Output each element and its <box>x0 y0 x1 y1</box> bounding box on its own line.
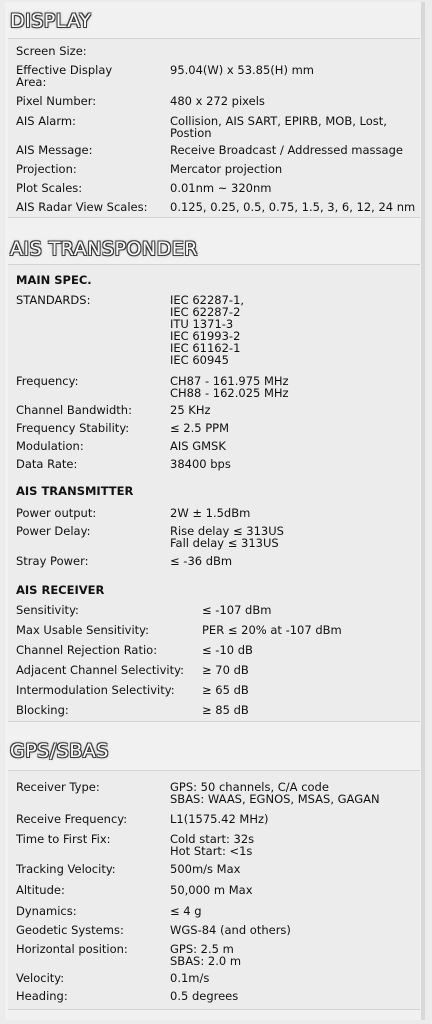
spec-label: Plot Scales: <box>16 181 83 195</box>
spec-value: IEC 62287-1, <box>170 293 245 307</box>
spec-value: 500m/s Max <box>170 862 241 876</box>
gps-section-title: GPS/SBAS <box>10 740 109 762</box>
display-section-title: DISPLAY <box>10 10 92 32</box>
spec-value: IEC 60945 <box>170 353 229 367</box>
spec-value: 480 x 272 pixels <box>170 94 265 108</box>
spec-value: 38400 bps <box>170 457 231 471</box>
spec-value: ≤ 4 g <box>170 904 202 918</box>
gps-card <box>8 770 420 1010</box>
spec-label: Area: <box>16 75 47 89</box>
spec-value: 2W ± 1.5dBm <box>170 506 251 520</box>
spec-label: Frequency: <box>16 374 79 388</box>
spec-value: 0.01nm ~ 320nm <box>170 181 272 195</box>
spec-label: Receiver Type: <box>16 780 100 794</box>
spec-label: AIS Radar View Scales: <box>16 200 148 214</box>
spec-label: Intermodulation Selectivity: <box>16 683 175 697</box>
ais-card <box>8 264 420 722</box>
spec-label: Channel Rejection Ratio: <box>16 643 158 657</box>
ais-section-title: AIS TRANSPONDER <box>10 238 198 260</box>
spec-value: WGS-84 (and others) <box>170 923 291 937</box>
spec-label: Heading: <box>16 989 68 1003</box>
spec-value: CH88 - 162.025 MHz <box>170 386 289 400</box>
spec-value: ≤ -10 dB <box>202 643 253 657</box>
spec-label: Projection: <box>16 162 77 176</box>
spec-value: 95.04(W) x 53.85(H) mm <box>170 63 314 77</box>
spec-label: Modulation: <box>16 439 84 453</box>
spec-value: GPS: 2.5 m <box>170 942 234 956</box>
spec-label: Velocity: <box>16 971 65 985</box>
spec-value: SBAS: 2.0 m <box>170 954 242 968</box>
spec-value: Collision, AIS SART, EPIRB, MOB, Lost, <box>170 114 387 128</box>
spec-value: ≥ 85 dB <box>202 703 249 717</box>
spec-label: Horizontal position: <box>16 942 128 956</box>
spec-label: Channel Bandwidth: <box>16 403 132 417</box>
spec-label: Blocking: <box>16 703 69 717</box>
spec-label: Pixel Number: <box>16 94 97 108</box>
spec-label: Tracking Velocity: <box>16 862 116 876</box>
spec-value: AIS GMSK <box>170 439 226 453</box>
spec-value: CH87 - 161.975 MHz <box>170 374 289 388</box>
spec-value: ≥ 70 dB <box>202 663 249 677</box>
spec-value: Cold start: 32s <box>170 832 255 846</box>
spec-label: Geodetic Systems: <box>16 923 124 937</box>
spec-label: Max Usable Sensitivity: <box>16 623 150 637</box>
spec-value: Hot Start: <1s <box>170 844 253 858</box>
spec-value: PER ≤ 20% at -107 dBm <box>202 623 342 637</box>
spec-label: Altitude: <box>16 883 65 897</box>
spec-label: Receive Frequency: <box>16 812 128 826</box>
spec-value: Mercator projection <box>170 162 283 176</box>
spec-label: AIS Alarm: <box>16 114 76 128</box>
spec-value: Postion <box>170 126 212 140</box>
spec-value: 0.125, 0.25, 0.5, 0.75, 1.5, 3, 6, 12, 24 nm <box>170 200 416 214</box>
spec-value: Receive Broadcast / Addressed massage <box>170 143 403 157</box>
spec-value: IEC 61162-1 <box>170 341 241 355</box>
spec-value: ≤ -36 dBm <box>170 554 233 568</box>
spec-label: AIS Message: <box>16 143 93 157</box>
spec-label: Frequency Stability: <box>16 421 130 435</box>
spec-value: 50,000 m Max <box>170 883 253 897</box>
spec-value: 0.5 degrees <box>170 989 239 1003</box>
display-card <box>8 38 420 218</box>
spec-value: 0.1m/s <box>170 971 210 985</box>
spec-label: Power Delay: <box>16 524 91 538</box>
spec-value: Fall delay ≤ 313US <box>170 536 279 550</box>
spec-label: Stray Power: <box>16 554 89 568</box>
spec-value: IEC 61993-2 <box>170 329 241 343</box>
spec-value: ≤ -107 dBm <box>202 603 272 617</box>
spec-label: Time to First Fix: <box>16 832 111 846</box>
main-spec-heading: MAIN SPEC. <box>16 273 92 287</box>
spec-value: GPS: 50 channels, C/A code <box>170 780 329 794</box>
spec-value: ≤ 2.5 PPM <box>170 421 230 435</box>
spec-label: Sensitivity: <box>16 603 79 617</box>
spec-label: Adjacent Channel Selectivity: <box>16 663 184 677</box>
ais-transmitter-heading: AIS TRANSMITTER <box>16 484 134 498</box>
spec-value: Rise delay ≤ 313US <box>170 524 284 538</box>
spec-value: 25 KHz <box>170 403 211 417</box>
spec-value: L1(1575.42 MHz) <box>170 812 269 826</box>
spec-value: SBAS: WAAS, EGNOS, MSAS, GAGAN <box>170 792 380 806</box>
spec-label: Data Rate: <box>16 457 78 471</box>
spec-label: Power output: <box>16 506 97 520</box>
spec-label: Dynamics: <box>16 904 77 918</box>
spec-label: Effective Display <box>16 63 113 77</box>
spec-label: Screen Size: <box>16 44 87 58</box>
spec-label: STANDARDS: <box>16 293 91 307</box>
spec-value: IEC 62287-2 <box>170 305 241 319</box>
ais-receiver-heading: AIS RECEIVER <box>16 583 105 597</box>
spec-value: ITU 1371-3 <box>170 317 234 331</box>
spec-value: ≥ 65 dB <box>202 683 249 697</box>
